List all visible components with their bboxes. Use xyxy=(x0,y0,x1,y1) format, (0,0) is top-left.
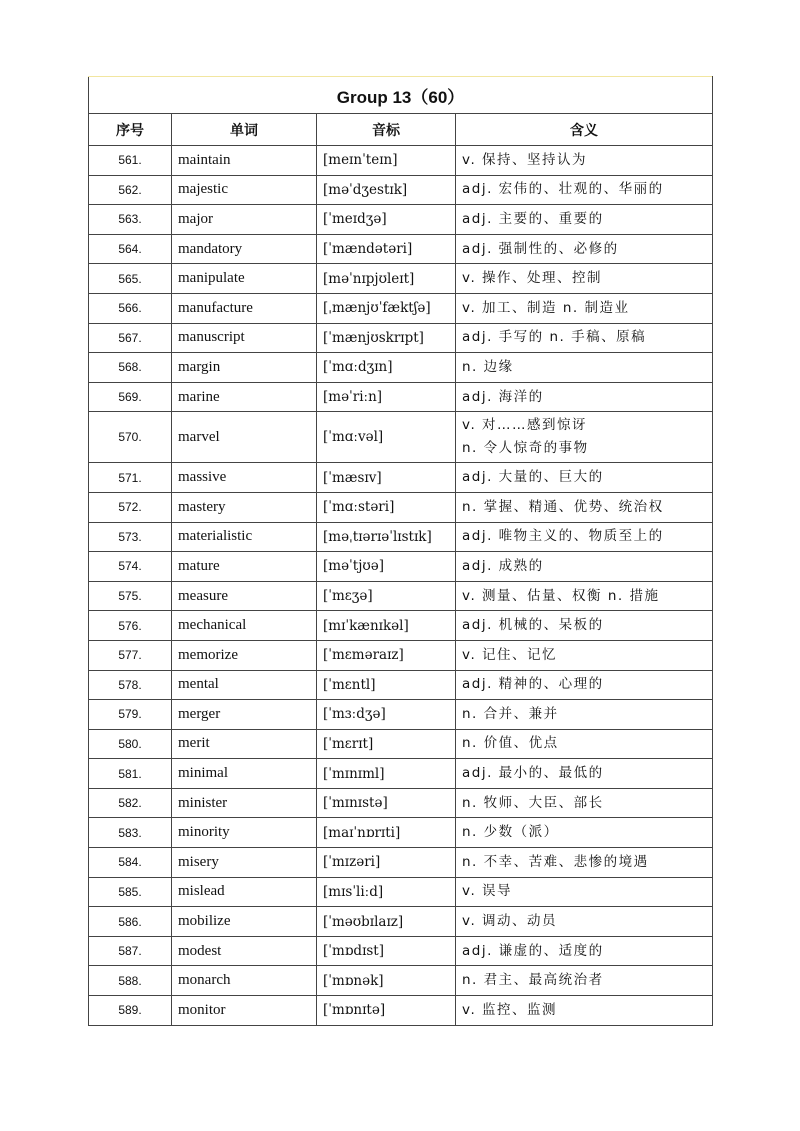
meaning-line: v. 加工、制造 n. 制造业 xyxy=(462,299,630,316)
row-word: marine xyxy=(172,382,317,412)
vocabulary-sheet xyxy=(88,76,712,1026)
row-meaning xyxy=(456,522,713,552)
row-meaning xyxy=(456,234,713,264)
row-number: 587. xyxy=(89,936,172,966)
row-phonetic: [ˈmɒdɪst] xyxy=(317,936,456,966)
row-phonetic: [məˈdʒestɪk] xyxy=(317,175,456,205)
row-word: merger xyxy=(172,700,317,730)
row-word: minimal xyxy=(172,759,317,789)
row-meaning xyxy=(456,293,713,323)
table-row xyxy=(89,759,713,789)
meaning-line: adj. 谦虚的、适度的 xyxy=(462,942,604,959)
table-row xyxy=(89,848,713,878)
row-phonetic: [ˈmɪnɪstə] xyxy=(317,788,456,818)
row-phonetic: [məˈtjʊə] xyxy=(317,552,456,582)
group-title: Group 13（60） xyxy=(89,77,713,114)
row-meaning xyxy=(456,264,713,294)
table-row xyxy=(89,552,713,582)
row-word: monitor xyxy=(172,996,317,1026)
row-word: majestic xyxy=(172,175,317,205)
meaning-line: v. 测量、估量、权衡 n. 措施 xyxy=(462,587,660,604)
row-phonetic: [ˈmɛrɪt] xyxy=(317,729,456,759)
row-meaning xyxy=(456,323,713,353)
row-word: merit xyxy=(172,729,317,759)
row-phonetic: [ˈmɒnək] xyxy=(317,966,456,996)
row-meaning xyxy=(456,492,713,522)
meaning-line: v. 误导 xyxy=(462,883,513,900)
row-word: massive xyxy=(172,463,317,493)
row-meaning xyxy=(456,382,713,412)
row-number: 567. xyxy=(89,323,172,353)
table-row xyxy=(89,323,713,353)
row-phonetic: [mɪˈkænɪkəl] xyxy=(317,611,456,641)
table-row xyxy=(89,788,713,818)
meaning-line: adj. 主要的、重要的 xyxy=(462,210,604,227)
row-number: 570. xyxy=(89,412,172,463)
table-row xyxy=(89,907,713,937)
row-phonetic: [məˌtɪərɪəˈlɪstɪk] xyxy=(317,522,456,552)
row-number: 576. xyxy=(89,611,172,641)
row-number: 569. xyxy=(89,382,172,412)
row-number: 574. xyxy=(89,552,172,582)
row-meaning xyxy=(456,996,713,1026)
row-word: modest xyxy=(172,936,317,966)
row-word: manufacture xyxy=(172,293,317,323)
row-meaning xyxy=(456,818,713,848)
row-number: 577. xyxy=(89,640,172,670)
row-meaning xyxy=(456,640,713,670)
row-number: 562. xyxy=(89,175,172,205)
row-word: misery xyxy=(172,848,317,878)
table-row xyxy=(89,175,713,205)
row-number: 565. xyxy=(89,264,172,294)
row-number: 561. xyxy=(89,146,172,176)
meaning-line: n. 合并、兼并 xyxy=(462,705,559,722)
meaning-line: n. 令人惊奇的事物 xyxy=(462,440,589,457)
vocabulary-table xyxy=(88,76,713,1026)
table-row xyxy=(89,264,713,294)
row-number: 573. xyxy=(89,522,172,552)
meaning-line: v. 保持、坚持认为 xyxy=(462,151,588,168)
row-phonetic: [mɪsˈliːd] xyxy=(317,877,456,907)
row-phonetic: [maɪˈnɒrɪti] xyxy=(317,818,456,848)
row-phonetic: [meɪnˈteɪn] xyxy=(317,146,456,176)
row-number: 575. xyxy=(89,581,172,611)
meaning-line: n. 掌握、精通、优势、统治权 xyxy=(462,498,664,515)
meaning-line: n. 边缘 xyxy=(462,358,514,375)
table-row xyxy=(89,146,713,176)
row-word: manipulate xyxy=(172,264,317,294)
row-word: minority xyxy=(172,818,317,848)
row-number: 580. xyxy=(89,729,172,759)
row-word: monarch xyxy=(172,966,317,996)
table-row xyxy=(89,877,713,907)
row-phonetic: [ˈmɪzəri] xyxy=(317,848,456,878)
table-row xyxy=(89,382,713,412)
row-phonetic: [ˈmɑːdʒɪn] xyxy=(317,353,456,383)
meaning-line: adj. 手写的 n. 手稿、原稿 xyxy=(462,329,647,346)
row-meaning xyxy=(456,146,713,176)
row-meaning xyxy=(456,877,713,907)
row-word: manuscript xyxy=(172,323,317,353)
row-word: mechanical xyxy=(172,611,317,641)
row-meaning xyxy=(456,700,713,730)
row-word: margin xyxy=(172,353,317,383)
table-row xyxy=(89,522,713,552)
meaning-line: v. 记住、记忆 xyxy=(462,646,558,663)
table-row xyxy=(89,492,713,522)
header-row xyxy=(89,114,713,146)
meaning-line: v. 操作、处理、控制 xyxy=(462,270,603,287)
row-word: mobilize xyxy=(172,907,317,937)
header-num: 序号 xyxy=(89,114,172,146)
meaning-line: adj. 强制性的、必修的 xyxy=(462,240,619,257)
row-number: 588. xyxy=(89,966,172,996)
header-word: 单词 xyxy=(172,114,317,146)
row-phonetic: [ˈmeɪdʒə] xyxy=(317,205,456,235)
row-meaning xyxy=(456,175,713,205)
row-word: mental xyxy=(172,670,317,700)
row-phonetic: [ˈmɛntl] xyxy=(317,670,456,700)
row-meaning xyxy=(456,936,713,966)
table-row xyxy=(89,412,713,463)
meaning-line: n. 价值、优点 xyxy=(462,735,559,752)
row-number: 568. xyxy=(89,353,172,383)
table-body xyxy=(89,146,713,1026)
meaning-line: adj. 成熟的 xyxy=(462,557,544,574)
meaning-line: adj. 大量的、巨大的 xyxy=(462,469,604,486)
meaning-line: n. 不幸、苦难、悲惨的境遇 xyxy=(462,853,649,870)
table-row xyxy=(89,293,713,323)
row-word: measure xyxy=(172,581,317,611)
meaning-line: adj. 最小的、最低的 xyxy=(462,765,604,782)
row-meaning xyxy=(456,353,713,383)
row-meaning xyxy=(456,581,713,611)
header-meaning: 含义 xyxy=(456,114,713,146)
row-meaning xyxy=(456,907,713,937)
row-phonetic: [ˈmɑːvəl] xyxy=(317,412,456,463)
row-number: 582. xyxy=(89,788,172,818)
row-number: 564. xyxy=(89,234,172,264)
row-meaning xyxy=(456,412,713,463)
row-word: materialistic xyxy=(172,522,317,552)
row-number: 566. xyxy=(89,293,172,323)
row-meaning xyxy=(456,759,713,789)
row-word: mature xyxy=(172,552,317,582)
row-word: memorize xyxy=(172,640,317,670)
row-meaning xyxy=(456,729,713,759)
row-meaning xyxy=(456,788,713,818)
table-row xyxy=(89,670,713,700)
row-phonetic: [ˈmɑːstəri] xyxy=(317,492,456,522)
row-word: mandatory xyxy=(172,234,317,264)
table-row xyxy=(89,818,713,848)
row-phonetic: [ˈmɪnɪml] xyxy=(317,759,456,789)
row-meaning xyxy=(456,463,713,493)
row-number: 584. xyxy=(89,848,172,878)
row-number: 572. xyxy=(89,492,172,522)
table-row xyxy=(89,966,713,996)
row-number: 579. xyxy=(89,700,172,730)
row-meaning xyxy=(456,205,713,235)
meaning-line: n. 牧师、大臣、部长 xyxy=(462,794,604,811)
table-row xyxy=(89,729,713,759)
meaning-line: v. 调动、动员 xyxy=(462,913,558,930)
row-number: 586. xyxy=(89,907,172,937)
meaning-line: adj. 机械的、呆板的 xyxy=(462,617,604,634)
row-phonetic: [məˈriːn] xyxy=(317,382,456,412)
row-meaning xyxy=(456,966,713,996)
row-number: 585. xyxy=(89,877,172,907)
row-word: maintain xyxy=(172,146,317,176)
row-phonetic: [ˈmɒnɪtə] xyxy=(317,996,456,1026)
row-phonetic: [ˈmɛməraɪz] xyxy=(317,640,456,670)
meaning-line: adj. 唯物主义的、物质至上的 xyxy=(462,528,664,545)
row-number: 581. xyxy=(89,759,172,789)
table-row xyxy=(89,353,713,383)
meaning-line: v. 对……感到惊讶 xyxy=(462,417,588,434)
meaning-line: adj. 海洋的 xyxy=(462,388,544,405)
row-phonetic: [ˈməʊbɪlaɪz] xyxy=(317,907,456,937)
title-row xyxy=(89,77,713,114)
row-word: mislead xyxy=(172,877,317,907)
row-word: mastery xyxy=(172,492,317,522)
meaning-line: adj. 精神的、心理的 xyxy=(462,676,604,693)
row-word: minister xyxy=(172,788,317,818)
meaning-line: v. 监控、监测 xyxy=(462,1001,558,1018)
table-row xyxy=(89,640,713,670)
row-phonetic: [məˈnɪpjʊleɪt] xyxy=(317,264,456,294)
row-meaning xyxy=(456,670,713,700)
row-meaning xyxy=(456,611,713,641)
row-word: marvel xyxy=(172,412,317,463)
row-number: 563. xyxy=(89,205,172,235)
table-row xyxy=(89,700,713,730)
row-number: 583. xyxy=(89,818,172,848)
row-phonetic: [ˌmænjʊˈfæktʃə] xyxy=(317,293,456,323)
row-phonetic: [ˈmæsɪv] xyxy=(317,463,456,493)
table-row xyxy=(89,205,713,235)
meaning-line: n. 少数（派） xyxy=(462,824,559,841)
meaning-line: adj. 宏伟的、壮观的、华丽的 xyxy=(462,181,664,198)
table-row xyxy=(89,463,713,493)
table-row xyxy=(89,581,713,611)
table-row xyxy=(89,996,713,1026)
row-meaning xyxy=(456,848,713,878)
row-number: 571. xyxy=(89,463,172,493)
row-word: major xyxy=(172,205,317,235)
table-row xyxy=(89,936,713,966)
meaning-line: n. 君主、最高统治者 xyxy=(462,972,604,989)
row-phonetic: [ˈmɜːdʒə] xyxy=(317,700,456,730)
row-phonetic: [ˈmɛʒə] xyxy=(317,581,456,611)
row-meaning xyxy=(456,552,713,582)
table-row xyxy=(89,611,713,641)
row-number: 589. xyxy=(89,996,172,1026)
row-phonetic: [ˈmænjʊskrɪpt] xyxy=(317,323,456,353)
row-phonetic: [ˈmændətəri] xyxy=(317,234,456,264)
row-number: 578. xyxy=(89,670,172,700)
header-ipa: 音标 xyxy=(317,114,456,146)
table-row xyxy=(89,234,713,264)
